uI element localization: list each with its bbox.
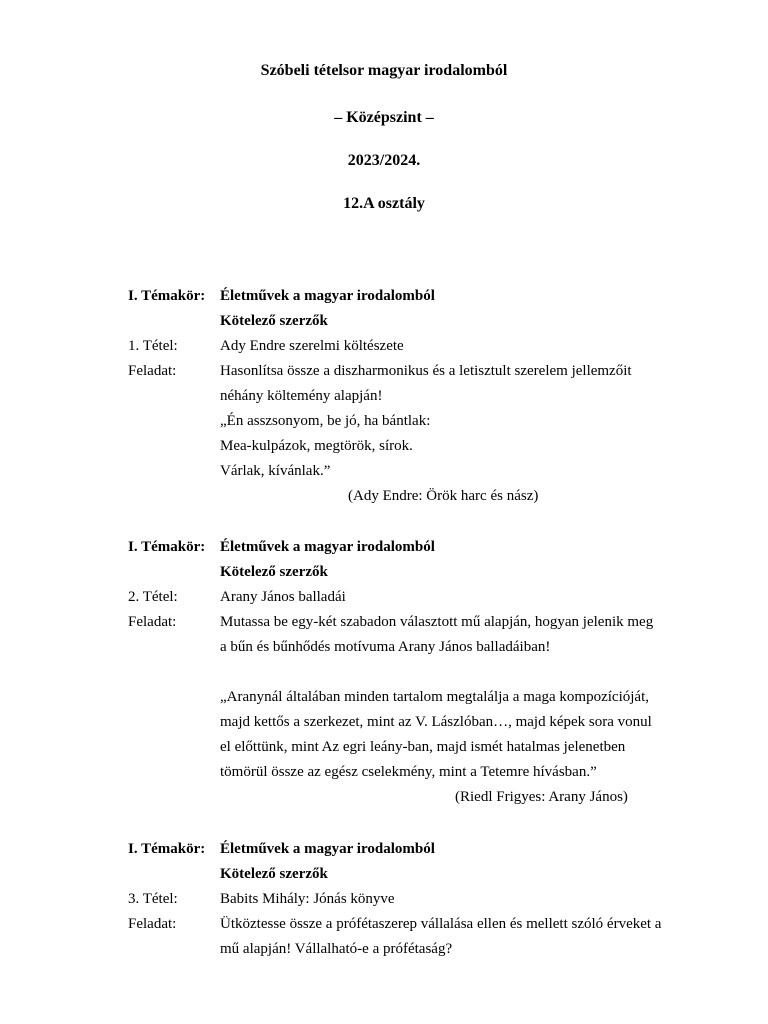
subtopic-value: Kötelező szerzők: [220, 866, 328, 882]
quote-line: el előttünk, mint Az egri leány-ban, majd ismét hatalmas jelenetben: [220, 739, 626, 755]
topic-value: Életművek a magyar irodalomból: [220, 288, 435, 304]
task-label: Feladat:: [128, 363, 177, 379]
quote-line: Várlak, kívánlak.”: [220, 463, 331, 479]
task-line: a bűn és bűnhődés motívuma Arany János balladáiban!: [220, 639, 551, 655]
item-row: [128, 334, 688, 359]
item-row: [128, 887, 688, 912]
item-value: Babits Mihály: Jónás könyve: [220, 891, 395, 907]
task-row: [128, 359, 688, 384]
document-title: Szóbeli tételsor magyar irodalomból: [260, 62, 508, 79]
task-row: [128, 912, 688, 937]
task-line: néhány költemény alapján!: [220, 388, 383, 404]
task-label: Feladat:: [128, 916, 177, 932]
task-line: Ütköztesse össze a prófétaszerep vállalása ellen és mellett szóló érveket a: [220, 916, 662, 932]
section-1: [128, 284, 688, 509]
quote-line: Mea-kulpázok, megtörök, sírok.: [220, 438, 413, 454]
item-value: Arany János balladái: [220, 589, 346, 605]
subtopic-row: [128, 862, 688, 887]
item-label: 3. Tétel:: [128, 891, 178, 907]
citation: (Riedl Frigyes: Arany János): [455, 789, 628, 805]
item-row: [128, 585, 688, 610]
topic-row: [128, 284, 688, 309]
citation: (Ady Endre: Örök harc és nász): [348, 488, 539, 504]
topic-label: I. Témakör:: [128, 841, 206, 857]
quote-line: tömörül össze az egész cselekmény, mint a Tetemre hívásban.”: [220, 764, 597, 780]
topic-label: I. Témakör:: [128, 288, 206, 304]
topic-value: Életművek a magyar irodalomból: [220, 539, 435, 555]
section-3: [128, 837, 688, 962]
section-2: [128, 535, 688, 810]
topic-label: I. Témakör:: [128, 539, 206, 555]
quote-line: majd kettős a szerkezet, mint az V. Lászlóban…, majd képek sora vonul: [220, 714, 652, 730]
task-line: Hasonlítsa össze a diszharmonikus és a letisztult szerelem jellemzőit: [220, 363, 632, 379]
topic-row: [128, 837, 688, 862]
item-label: 2. Tétel:: [128, 589, 178, 605]
task-label: Feladat:: [128, 614, 177, 630]
school-year: 2023/2024.: [347, 152, 421, 169]
task-row: [128, 610, 688, 635]
class-heading: 12.A osztály: [343, 195, 425, 212]
level-heading: – Középszint –: [334, 109, 434, 126]
quote-line: „Én asszsonyom, be jó, ha bántlak:: [220, 413, 431, 429]
task-line: Mutassa be egy-két szabadon választott mű alapján, hogyan jelenik meg: [220, 614, 654, 630]
subtopic-value: Kötelező szerzők: [220, 313, 328, 329]
topic-value: Életművek a magyar irodalomból: [220, 841, 435, 857]
topic-row: [128, 535, 688, 560]
subtopic-row: [128, 309, 688, 334]
item-label: 1. Tétel:: [128, 338, 178, 354]
quote-line: „Aranynál általában minden tartalom megtalálja a maga kompozícióját,: [220, 689, 649, 705]
subtopic-value: Kötelező szerzők: [220, 564, 328, 580]
item-value: Ady Endre szerelmi költészete: [220, 338, 404, 354]
subtopic-row: [128, 560, 688, 585]
task-line: mű alapján! Vállalható-e a prófétaság?: [220, 941, 453, 957]
